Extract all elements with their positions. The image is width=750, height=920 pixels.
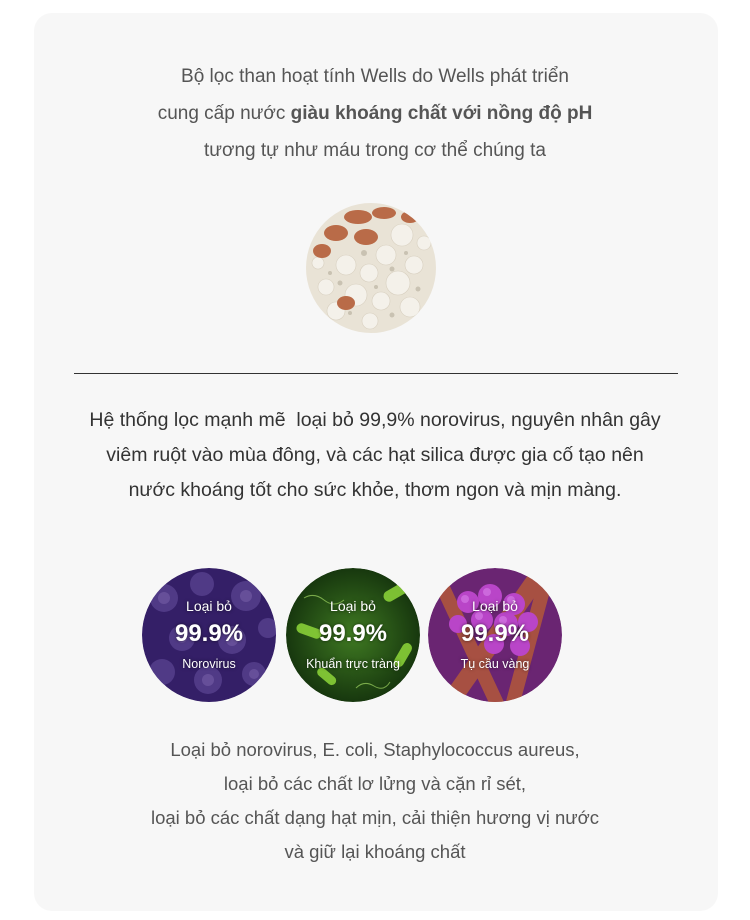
summary-line-2: loại bỏ các chất lơ lửng và cặn rỉ sét, xyxy=(223,773,527,794)
badge-name: Tụ cầu vàng xyxy=(460,657,530,671)
intro-line-1: Bộ lọc than hoạt tính Wells do Wells phát triển xyxy=(181,66,569,87)
intro-highlight: giàu khoáng chất với nồng độ pH xyxy=(290,103,593,124)
norovirus-badge xyxy=(142,568,276,702)
section-divider xyxy=(74,373,678,374)
badge-label: Loại bỏ xyxy=(472,598,518,614)
filter-beads-image xyxy=(306,203,436,333)
system-line-2: viêm ruột vào mùa đông, và các hạt silica được gia cố tạo nên xyxy=(106,444,644,466)
badge-label: Loại bỏ xyxy=(186,598,232,614)
badge-name: Khuẩn trực tràng xyxy=(306,657,400,671)
intro-text xyxy=(0,58,750,169)
summary-text xyxy=(0,733,750,869)
badge-value: 99.9% xyxy=(318,620,388,647)
filter-system-text xyxy=(0,403,750,508)
summary-line-4: và giữ lại khoáng chất xyxy=(284,841,466,862)
intro-line-2: cung cấp nước giàu khoáng chất với nồng độ pH xyxy=(157,103,593,124)
badge-name: Norovirus xyxy=(182,657,236,671)
system-line-1: Hệ thống lọc mạnh mẽ loại bỏ 99,9% norovirus, nguyên nhân gây xyxy=(89,409,661,431)
staphylococcus-badge xyxy=(428,568,562,702)
e-coli-badge xyxy=(286,568,420,702)
badge-label: Loại bỏ xyxy=(330,598,376,614)
system-line-3: nước khoáng tốt cho sức khỏe, thơm ngon và mịn màng. xyxy=(128,479,622,501)
intro-line-3: tương tự như máu trong cơ thể chúng ta xyxy=(204,140,546,161)
summary-line-3: loại bỏ các chất dạng hạt mịn, cải thiện hương vị nước xyxy=(150,807,600,828)
badge-value: 99.9% xyxy=(460,620,530,647)
summary-line-1: Loại bỏ norovirus, E. coli, Staphylococcus aureus, xyxy=(170,739,580,760)
badge-value: 99.9% xyxy=(174,620,244,647)
